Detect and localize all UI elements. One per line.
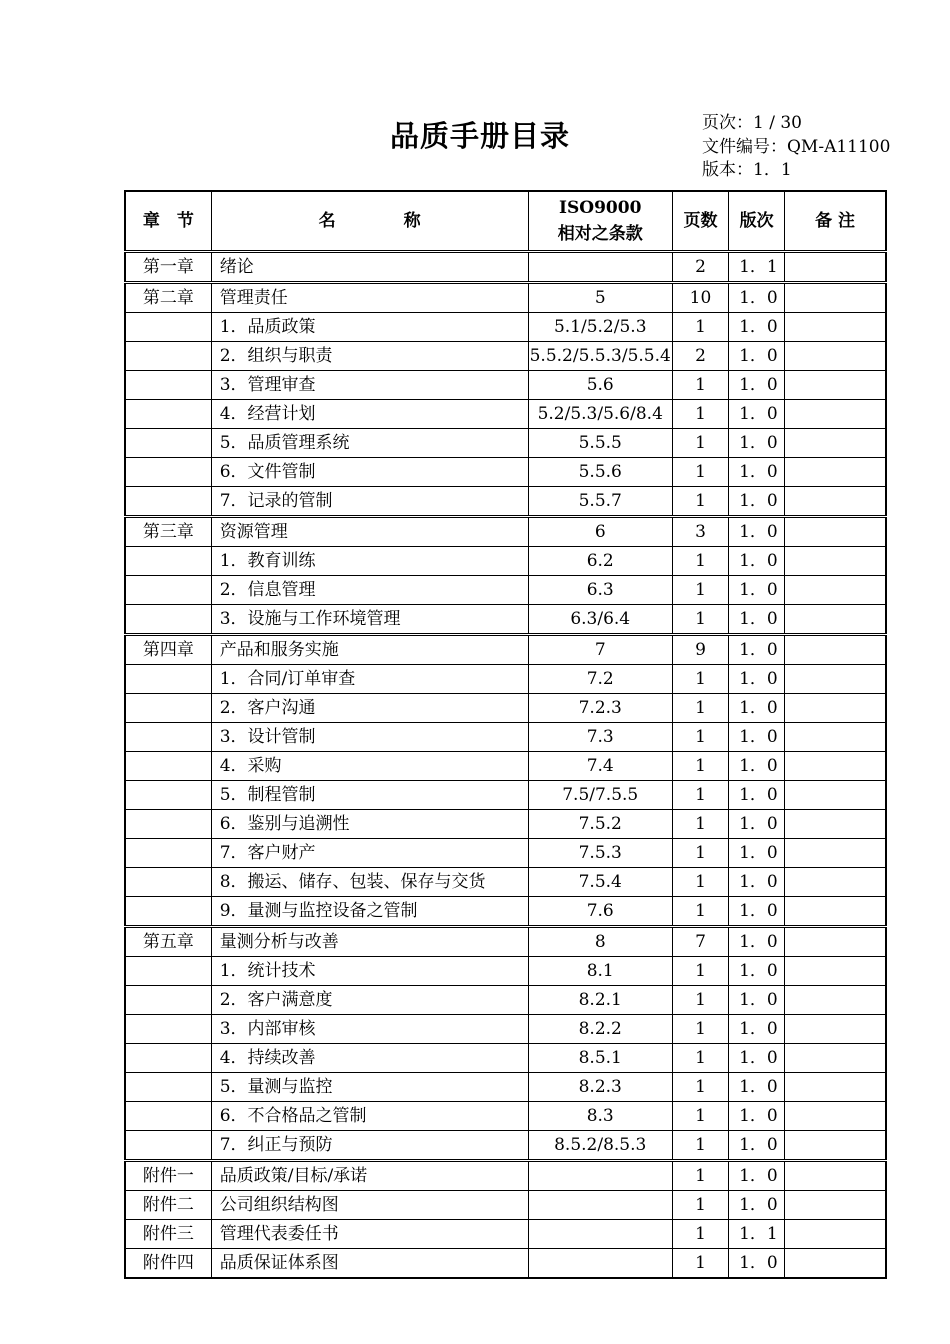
cell-pages: 1 <box>672 810 728 839</box>
cell-chapter <box>125 839 211 868</box>
table-row <box>125 1220 886 1249</box>
cell-pages: 9 <box>672 635 728 665</box>
cell-name: 1．统计技术 <box>211 957 528 986</box>
cell-version: 1．0 <box>729 1131 785 1161</box>
cell-pages: 1 <box>672 400 728 429</box>
cell-version: 1．0 <box>729 1015 785 1044</box>
cell-pages: 1 <box>672 665 728 694</box>
cell-note <box>785 547 886 576</box>
toc-table <box>124 190 887 1279</box>
cell-note <box>785 517 886 547</box>
cell-name: 2．信息管理 <box>211 576 528 605</box>
cell-name: 2．组织与职责 <box>211 342 528 371</box>
cell-version: 1．0 <box>729 957 785 986</box>
table-row <box>125 458 886 487</box>
cell-clause: 5 <box>528 283 672 313</box>
cell-note <box>785 1191 886 1220</box>
table-row <box>125 635 886 665</box>
cell-pages: 1 <box>672 723 728 752</box>
cell-note <box>785 283 886 313</box>
cell-clause: 7.5.2 <box>528 810 672 839</box>
cell-clause: 8.2.3 <box>528 1073 672 1102</box>
table-row <box>125 1044 886 1073</box>
document-number: 文件编号：QM-A11100 <box>702 136 891 157</box>
cell-chapter: 第四章 <box>125 635 211 665</box>
table-row <box>125 313 886 342</box>
cell-note <box>785 781 886 810</box>
cell-pages: 1 <box>672 547 728 576</box>
cell-chapter: 第一章 <box>125 252 211 283</box>
cell-version: 1．0 <box>729 487 785 517</box>
cell-chapter <box>125 694 211 723</box>
table-row <box>125 986 886 1015</box>
cell-note <box>785 1102 886 1131</box>
table-row <box>125 1073 886 1102</box>
cell-pages: 2 <box>672 342 728 371</box>
cell-clause: 5.6 <box>528 371 672 400</box>
cell-name: 2．客户满意度 <box>211 986 528 1015</box>
cell-clause: 6.3/6.4 <box>528 605 672 635</box>
cell-name: 7．记录的管制 <box>211 487 528 517</box>
cell-name: 4．采购 <box>211 752 528 781</box>
table-row <box>125 723 886 752</box>
cell-chapter: 附件三 <box>125 1220 211 1249</box>
cell-version: 1．0 <box>729 576 785 605</box>
cell-note <box>785 752 886 781</box>
cell-pages: 1 <box>672 1044 728 1073</box>
cell-pages: 1 <box>672 371 728 400</box>
cell-chapter <box>125 957 211 986</box>
header-version: 版次 <box>729 191 785 252</box>
cell-clause: 5.5.2/5.5.3/5.5.4 <box>528 342 672 371</box>
cell-chapter <box>125 371 211 400</box>
cell-clause: 8.1 <box>528 957 672 986</box>
cell-name: 7．客户财产 <box>211 839 528 868</box>
cell-clause: 8.5.1 <box>528 1044 672 1073</box>
cell-note <box>785 1161 886 1191</box>
header-note: 备 注 <box>785 191 886 252</box>
cell-pages: 1 <box>672 868 728 897</box>
table-row <box>125 429 886 458</box>
cell-name: 4．经营计划 <box>211 400 528 429</box>
cell-pages: 1 <box>672 957 728 986</box>
document-meta <box>702 112 890 183</box>
cell-version: 1．0 <box>729 1044 785 1073</box>
cell-name: 6．文件管制 <box>211 458 528 487</box>
header-pages: 页数 <box>672 191 728 252</box>
cell-note <box>785 252 886 283</box>
cell-pages: 1 <box>672 487 728 517</box>
cell-version: 1．0 <box>729 781 785 810</box>
cell-version: 1．0 <box>729 1073 785 1102</box>
cell-note <box>785 429 886 458</box>
table-row <box>125 1161 886 1191</box>
cell-pages: 1 <box>672 458 728 487</box>
table-row <box>125 781 886 810</box>
cell-name: 管理责任 <box>211 283 528 313</box>
cell-chapter <box>125 458 211 487</box>
cell-pages: 1 <box>672 1015 728 1044</box>
cell-chapter: 附件二 <box>125 1191 211 1220</box>
cell-chapter: 第三章 <box>125 517 211 547</box>
cell-name: 1．品质政策 <box>211 313 528 342</box>
toc-header-row <box>125 191 886 252</box>
toc-body <box>125 252 886 1279</box>
header-clause-line2: 相对之条款 <box>557 224 643 244</box>
header-clause <box>528 191 672 252</box>
header-clause-line1: ISO9000 <box>559 198 642 218</box>
cell-note <box>785 927 886 957</box>
cell-note <box>785 1073 886 1102</box>
cell-clause <box>528 1249 672 1279</box>
header-chapter: 章 节 <box>125 191 211 252</box>
cell-version: 1．0 <box>729 1161 785 1191</box>
cell-pages: 1 <box>672 429 728 458</box>
cell-version: 1．0 <box>729 665 785 694</box>
cell-chapter <box>125 605 211 635</box>
cell-version: 1．0 <box>729 283 785 313</box>
cell-note <box>785 635 886 665</box>
cell-note <box>785 1131 886 1161</box>
table-row <box>125 283 886 313</box>
cell-pages: 2 <box>672 252 728 283</box>
table-row <box>125 1131 886 1161</box>
table-row <box>125 839 886 868</box>
cell-note <box>785 957 886 986</box>
cell-pages: 1 <box>672 752 728 781</box>
cell-name: 4．持续改善 <box>211 1044 528 1073</box>
cell-pages: 1 <box>672 1161 728 1191</box>
cell-chapter <box>125 897 211 927</box>
cell-note <box>785 576 886 605</box>
cell-chapter: 第五章 <box>125 927 211 957</box>
cell-name: 品质政策/目标/承诺 <box>211 1161 528 1191</box>
table-row <box>125 694 886 723</box>
table-row <box>125 868 886 897</box>
cell-pages: 1 <box>672 1220 728 1249</box>
cell-chapter <box>125 986 211 1015</box>
cell-chapter <box>125 1131 211 1161</box>
cell-version: 1．0 <box>729 400 785 429</box>
cell-name: 3．设计管制 <box>211 723 528 752</box>
cell-pages: 1 <box>672 1102 728 1131</box>
cell-chapter <box>125 1044 211 1073</box>
cell-note <box>785 694 886 723</box>
cell-version: 1．0 <box>729 605 785 635</box>
cell-clause <box>528 1161 672 1191</box>
table-row <box>125 927 886 957</box>
cell-pages: 1 <box>672 839 728 868</box>
cell-clause: 7 <box>528 635 672 665</box>
cell-name: 3．内部审核 <box>211 1015 528 1044</box>
cell-pages: 1 <box>672 576 728 605</box>
cell-clause: 5.5.6 <box>528 458 672 487</box>
cell-name: 管理代表委任书 <box>211 1220 528 1249</box>
cell-chapter <box>125 400 211 429</box>
cell-note <box>785 839 886 868</box>
cell-name: 9．量测与监控设备之管制 <box>211 897 528 927</box>
cell-clause: 6.2 <box>528 547 672 576</box>
table-row <box>125 342 886 371</box>
cell-version: 1．0 <box>729 927 785 957</box>
cell-chapter <box>125 1073 211 1102</box>
cell-note <box>785 400 886 429</box>
table-row <box>125 547 886 576</box>
cell-pages: 7 <box>672 927 728 957</box>
cell-clause: 7.6 <box>528 897 672 927</box>
cell-version: 1．0 <box>729 342 785 371</box>
cell-clause: 5.2/5.3/5.6/8.4 <box>528 400 672 429</box>
cell-chapter <box>125 752 211 781</box>
cell-version: 1．0 <box>729 429 785 458</box>
cell-pages: 1 <box>672 1191 728 1220</box>
cell-version: 1．0 <box>729 371 785 400</box>
cell-clause: 6.3 <box>528 576 672 605</box>
cell-clause <box>528 1220 672 1249</box>
table-row <box>125 371 886 400</box>
cell-chapter <box>125 313 211 342</box>
cell-note <box>785 1249 886 1279</box>
cell-clause: 5.5.7 <box>528 487 672 517</box>
cell-chapter: 附件四 <box>125 1249 211 1279</box>
cell-name: 8．搬运、储存、包装、保存与交货 <box>211 868 528 897</box>
table-row <box>125 400 886 429</box>
document-version: 版本：1．1 <box>702 160 792 180</box>
cell-pages: 1 <box>672 605 728 635</box>
cell-chapter: 第二章 <box>125 283 211 313</box>
cell-version: 1．0 <box>729 810 785 839</box>
cell-note <box>785 605 886 635</box>
cell-version: 1．0 <box>729 868 785 897</box>
cell-clause: 8 <box>528 927 672 957</box>
cell-version: 1．0 <box>729 1102 785 1131</box>
cell-chapter: 附件一 <box>125 1161 211 1191</box>
cell-clause <box>528 1191 672 1220</box>
cell-note <box>785 868 886 897</box>
cell-pages: 1 <box>672 897 728 927</box>
cell-pages: 1 <box>672 694 728 723</box>
cell-version: 1．1 <box>729 1220 785 1249</box>
cell-name: 6．鉴别与追溯性 <box>211 810 528 839</box>
table-row <box>125 1102 886 1131</box>
cell-chapter <box>125 665 211 694</box>
table-row <box>125 252 886 283</box>
cell-clause: 5.5.5 <box>528 429 672 458</box>
cell-note <box>785 487 886 517</box>
table-row <box>125 1191 886 1220</box>
table-row <box>125 517 886 547</box>
cell-note <box>785 1220 886 1249</box>
cell-clause: 8.3 <box>528 1102 672 1131</box>
cell-version: 1．0 <box>729 986 785 1015</box>
table-row <box>125 576 886 605</box>
cell-pages: 1 <box>672 1249 728 1279</box>
cell-name: 3．设施与工作环境管理 <box>211 605 528 635</box>
cell-clause: 5.1/5.2/5.3 <box>528 313 672 342</box>
table-row <box>125 810 886 839</box>
cell-note <box>785 723 886 752</box>
cell-clause: 8.5.2/8.5.3 <box>528 1131 672 1161</box>
cell-name: 绪论 <box>211 252 528 283</box>
cell-version: 1．0 <box>729 517 785 547</box>
cell-note <box>785 313 886 342</box>
cell-name: 1．教育训练 <box>211 547 528 576</box>
cell-name: 产品和服务实施 <box>211 635 528 665</box>
table-row <box>125 1249 886 1279</box>
cell-chapter <box>125 868 211 897</box>
cell-version: 1．0 <box>729 1249 785 1279</box>
cell-name: 2．客户沟通 <box>211 694 528 723</box>
cell-version: 1．0 <box>729 1191 785 1220</box>
cell-name: 7．纠正与预防 <box>211 1131 528 1161</box>
cell-note <box>785 1015 886 1044</box>
cell-name: 6．不合格品之管制 <box>211 1102 528 1131</box>
cell-chapter <box>125 810 211 839</box>
table-row <box>125 752 886 781</box>
cell-pages: 1 <box>672 781 728 810</box>
cell-clause: 7.5/7.5.5 <box>528 781 672 810</box>
cell-note <box>785 986 886 1015</box>
cell-version: 1．1 <box>729 252 785 283</box>
cell-name: 5．量测与监控 <box>211 1073 528 1102</box>
cell-clause: 7.2.3 <box>528 694 672 723</box>
cell-clause: 7.4 <box>528 752 672 781</box>
cell-version: 1．0 <box>729 458 785 487</box>
cell-name: 品质保证体系图 <box>211 1249 528 1279</box>
cell-clause: 8.2.1 <box>528 986 672 1015</box>
cell-chapter <box>125 1102 211 1131</box>
cell-chapter <box>125 723 211 752</box>
cell-name: 1．合同/订单审查 <box>211 665 528 694</box>
cell-version: 1．0 <box>729 547 785 576</box>
cell-clause <box>528 252 672 283</box>
cell-pages: 3 <box>672 517 728 547</box>
cell-note <box>785 371 886 400</box>
cell-note <box>785 897 886 927</box>
document-title: 品质手册目录 <box>390 119 571 153</box>
cell-name: 3．管理审查 <box>211 371 528 400</box>
table-row <box>125 487 886 517</box>
cell-chapter <box>125 576 211 605</box>
table-row <box>125 897 886 927</box>
cell-chapter <box>125 781 211 810</box>
cell-version: 1．0 <box>729 752 785 781</box>
cell-version: 1．0 <box>729 723 785 752</box>
cell-clause: 7.2 <box>528 665 672 694</box>
cell-name: 5．制程管制 <box>211 781 528 810</box>
cell-pages: 1 <box>672 1131 728 1161</box>
cell-name: 5．品质管理系统 <box>211 429 528 458</box>
cell-clause: 6 <box>528 517 672 547</box>
cell-pages: 1 <box>672 986 728 1015</box>
table-row <box>125 605 886 635</box>
cell-clause: 7.5.3 <box>528 839 672 868</box>
cell-note <box>785 810 886 839</box>
cell-chapter <box>125 1015 211 1044</box>
cell-version: 1．0 <box>729 839 785 868</box>
cell-pages: 1 <box>672 1073 728 1102</box>
table-row <box>125 1015 886 1044</box>
page-number: 页次：1 / 30 <box>702 113 802 133</box>
cell-note <box>785 458 886 487</box>
cell-chapter <box>125 429 211 458</box>
header-name: 名 称 <box>211 191 528 252</box>
cell-version: 1．0 <box>729 694 785 723</box>
cell-clause: 7.5.4 <box>528 868 672 897</box>
cell-version: 1．0 <box>729 635 785 665</box>
cell-pages: 10 <box>672 283 728 313</box>
cell-chapter <box>125 342 211 371</box>
cell-name: 资源管理 <box>211 517 528 547</box>
cell-version: 1．0 <box>729 897 785 927</box>
cell-note <box>785 665 886 694</box>
cell-chapter <box>125 487 211 517</box>
cell-note <box>785 342 886 371</box>
table-row <box>125 665 886 694</box>
cell-name: 量测分析与改善 <box>211 927 528 957</box>
cell-name: 公司组织结构图 <box>211 1191 528 1220</box>
cell-note <box>785 1044 886 1073</box>
cell-clause: 7.3 <box>528 723 672 752</box>
cell-chapter <box>125 547 211 576</box>
cell-pages: 1 <box>672 313 728 342</box>
cell-clause: 8.2.2 <box>528 1015 672 1044</box>
cell-version: 1．0 <box>729 313 785 342</box>
table-row <box>125 957 886 986</box>
